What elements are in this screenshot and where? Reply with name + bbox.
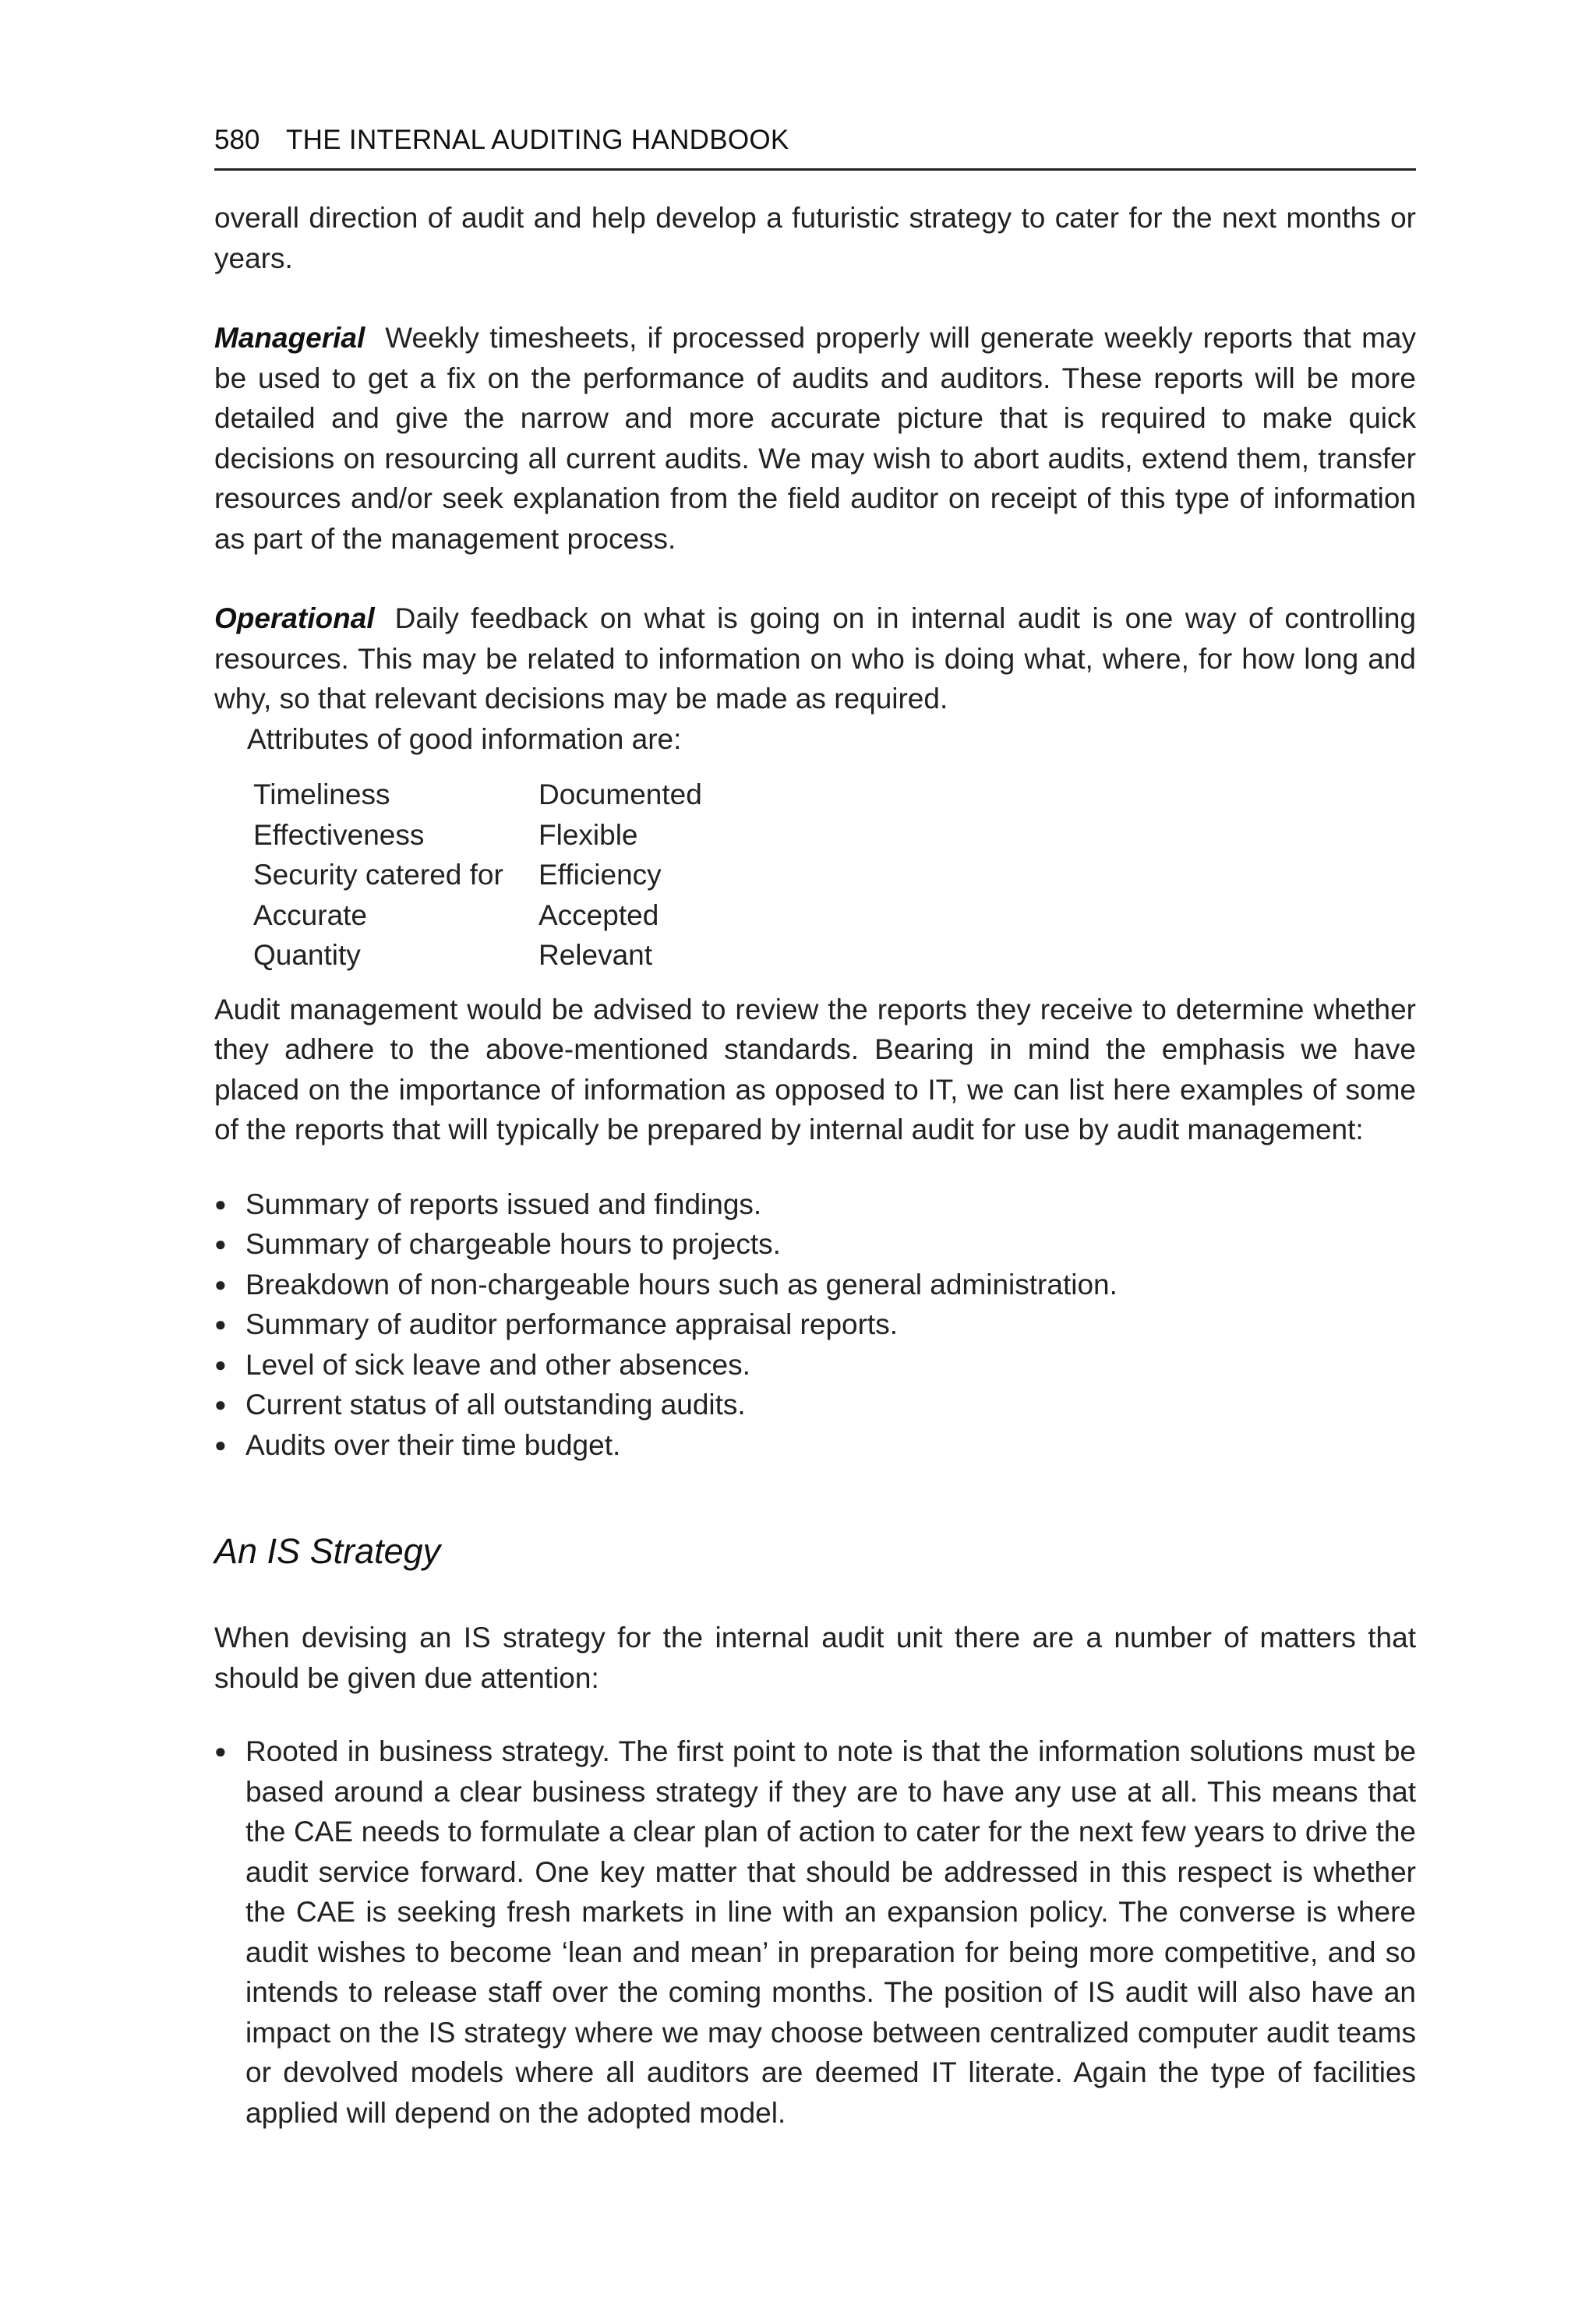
attribute-cell: Quantity bbox=[253, 939, 361, 971]
reports-bullet-list bbox=[214, 1184, 1416, 1466]
page-body bbox=[214, 198, 1416, 2133]
operational-paragraph bbox=[214, 598, 1416, 719]
attributes-row bbox=[253, 895, 702, 936]
list-item: ● Current status of all outstanding audits. bbox=[214, 1385, 1416, 1425]
attributes-row bbox=[253, 815, 702, 856]
attributes-row bbox=[253, 855, 702, 895]
attribute-cell: Timeliness bbox=[253, 778, 390, 810]
list-item: ● Level of sick leave and other absences. bbox=[214, 1345, 1416, 1385]
intro-paragraph: overall direction of audit and help develop a futuristic strategy to cater for the next months or years. bbox=[214, 202, 1416, 274]
list-item: ● Rooted in business strategy. The first point to note is that the information solutions must be based around a clear business strategy if they are to have any use at all. This means that the CAE needs to formulate a clear plan of action to cater for the next few years to drive the audit service forward. One key matter that should be addressed in this respect is whether the CAE is seeking fresh markets in line with an expansion policy. The converse is where audit wishes to become ‘lean and mean’ in preparation for being more competitive, and so intends to release staff over the coming months. The position of IS audit will also have an impact on the IS strategy where we may choose between centralized computer audit teams or devolved models where all auditors are deemed IT literate. Again the type of facilities applied will depend on the adopted model. bbox=[214, 1731, 1416, 2133]
managerial-paragraph bbox=[214, 318, 1416, 559]
attribute-cell: Effectiveness bbox=[253, 818, 425, 851]
attribute-cell: Accurate bbox=[253, 898, 368, 931]
list-item: ● Summary of reports issued and findings. bbox=[214, 1184, 1416, 1225]
operational-label: Operational bbox=[214, 602, 375, 634]
reports-paragraph: Audit management would be advised to review the reports they receive to determine whether they adhere to the above-mentioned standards. Bearing in mind the emphasis we have placed on the importance of information as opposed to IT, we can list here examples of some of the reports that will typically be prepared by internal audit for use by audit management: bbox=[214, 993, 1416, 1145]
attribute-cell: Flexible bbox=[538, 818, 638, 851]
strategy-intro-paragraph: When devising an IS strategy for the internal audit unit there are a number of matters that should be given due attention: bbox=[214, 1622, 1416, 1694]
list-item: ● Summary of auditor performance appraisal reports. bbox=[214, 1304, 1416, 1345]
attribute-cell: Efficiency bbox=[538, 859, 662, 891]
list-item: ● Summary of chargeable hours to projects. bbox=[214, 1224, 1416, 1265]
attribute-cell: Accepted bbox=[538, 898, 659, 931]
list-item: ● Breakdown of non-chargeable hours such as general administration. bbox=[214, 1265, 1416, 1305]
attributes-intro: Attributes of good information are: bbox=[247, 722, 682, 755]
managerial-label: Managerial bbox=[214, 322, 365, 354]
managerial-text: Weekly timesheets, if processed properly will generate weekly reports that may be used to get a fix on the performance of audits and auditors. These reports will be more detailed and give the narrow and more accurate picture that is required to make quick decisions on resourcing all current audits. We may wish to abort audits, extend them, transfer resources and/or seek explanation from the field auditor on receipt of this type of information as part of the management process. bbox=[214, 322, 1416, 555]
list-item: ● Audits over their time budget. bbox=[214, 1425, 1416, 1466]
book-title: THE INTERNAL AUDITING HANDBOOK bbox=[286, 125, 789, 155]
attributes-table bbox=[253, 775, 702, 976]
attributes-row bbox=[253, 935, 702, 976]
attribute-cell: Security catered for bbox=[253, 859, 503, 891]
page-number: 580 bbox=[214, 125, 260, 155]
running-header bbox=[214, 118, 1416, 171]
section-heading: An IS Strategy bbox=[214, 1531, 441, 1571]
strategy-bullet-list bbox=[214, 1731, 1416, 2133]
attribute-cell: Relevant bbox=[538, 939, 653, 971]
attributes-row bbox=[253, 775, 702, 815]
attribute-cell: Documented bbox=[538, 778, 702, 810]
operational-text: Daily feedback on what is going on in internal audit is one way of controlling resources. This may be related to information on who is doing what, where, for how long and why, so that relevant decisions may be made as required. bbox=[214, 602, 1416, 715]
